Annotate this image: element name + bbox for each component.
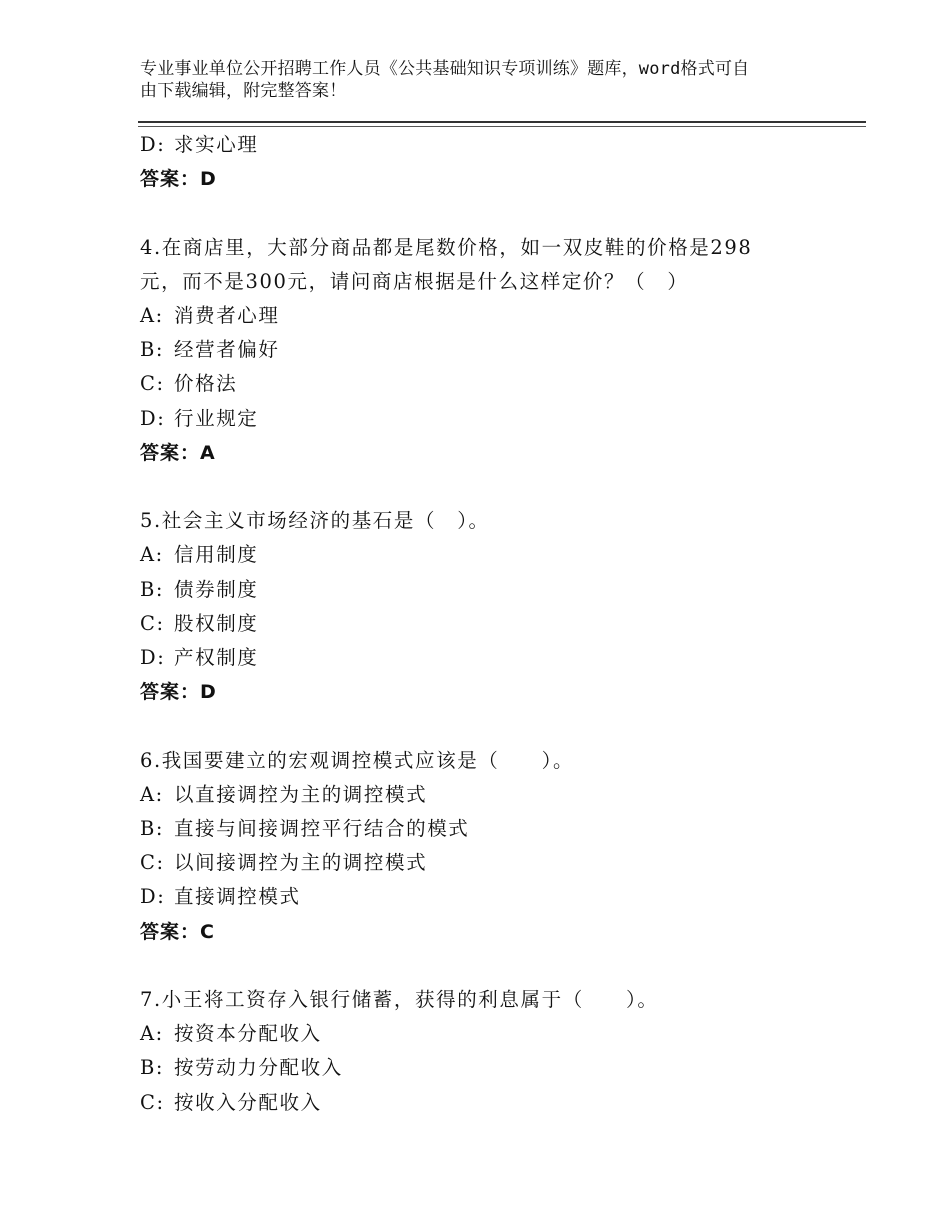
- question-4: [140, 231, 860, 470]
- option-c: C: 价格法: [140, 372, 238, 396]
- option-c: C: 股权制度: [140, 611, 259, 635]
- question-stem: 4.在商店里，大部分商品都是尾数价格，如一双皮鞋的价格是298: [140, 235, 753, 259]
- question-5: [140, 504, 860, 709]
- prev-option-d: D: 求实心理: [140, 133, 259, 156]
- header-rule-thin: [138, 126, 866, 127]
- header-line-2: 由下载编辑，附完整答案！: [140, 81, 347, 101]
- question-stem: 7.小王将工资存入银行储蓄，获得的利息属于（ ）。: [140, 988, 659, 1012]
- answer: 答案：A: [140, 441, 216, 464]
- prev-answer: 答案：D: [140, 168, 217, 191]
- answer: 答案：C: [140, 920, 215, 943]
- answer: 答案：D: [140, 681, 217, 704]
- header-line-1: 专业事业单位公开招聘工作人员《公共基础知识专项训练》题库，word格式可自: [140, 59, 750, 79]
- question-7: [140, 983, 860, 1120]
- question-stem: 5.社会主义市场经济的基石是（ ）。: [140, 509, 490, 533]
- option-c: C: 以间接调控为主的调控模式: [140, 851, 428, 875]
- option-d: D: 产权制度: [140, 646, 259, 670]
- page-header: [140, 58, 820, 102]
- option-b: B: 经营者偏好: [140, 338, 280, 362]
- option-b: B: 按劳动力分配收入: [140, 1056, 343, 1080]
- question-6: [140, 744, 860, 949]
- option-d: D: 直接调控模式: [140, 885, 301, 909]
- question-stem-cont: 元，而不是300元，请问商店根据是什么这样定价？（ ）: [140, 269, 689, 293]
- option-d: D: 行业规定: [140, 406, 259, 430]
- option-b: B: 债券制度: [140, 577, 259, 601]
- option-a: A: 消费者心理: [140, 304, 280, 327]
- option-c: C: 按收入分配收入: [140, 1090, 322, 1114]
- option-b: B: 直接与间接调控平行结合的模式: [140, 817, 470, 841]
- option-a: A: 按资本分配收入: [140, 1022, 322, 1046]
- option-a: A: 信用制度: [140, 543, 259, 567]
- option-a: A: 以直接调控为主的调控模式: [140, 782, 428, 806]
- header-rule-thick: [138, 121, 866, 123]
- question-content: [140, 128, 860, 1120]
- question-stem: 6.我国要建立的宏观调控模式应该是（ ）。: [140, 748, 575, 772]
